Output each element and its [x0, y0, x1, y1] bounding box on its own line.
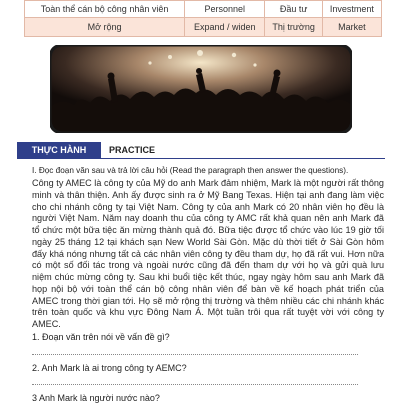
table-row — [25, 18, 382, 37]
table-cell: Đầu tư — [265, 1, 322, 18]
table-cell: Market — [322, 18, 381, 37]
question-3: 3 Anh Mark là người nước nào? — [32, 393, 160, 403]
table-cell: Personnel — [185, 1, 265, 18]
table-cell: Thị trường — [265, 18, 322, 37]
section-title: PRACTICE — [109, 145, 156, 155]
table-cell: Toàn thể cán bộ công nhân viên — [25, 1, 185, 18]
concert-crowd-illustration — [50, 45, 352, 133]
table-row — [25, 1, 382, 18]
vocabulary-table — [24, 0, 382, 37]
section-header — [17, 142, 385, 159]
exercise-instruction: I. Đọc đoạn văn sau và trả lời câu hỏi (Read the paragraph then answer the questions). — [32, 166, 349, 175]
section-tag: THỰC HÀNH — [17, 142, 101, 158]
table-cell: Expand / widen — [185, 18, 265, 37]
answer-line-1[interactable] — [32, 354, 358, 355]
reading-passage: Công ty AMEC là công ty của Mỹ do anh Mark đảm nhiệm, Mark là một người rất thông minh và thân thiện. Anh ấy được sinh ra ở Mỹ Bang Texas. Hiện tại anh đang làm việc cho chi nhánh công ty tại Việt Nam. Công ty của anh Mark có 20 nhân viên họ đều là người Việt Nam. Năm nay doanh thu của công ty AMC rất khả quan nên anh Mark đã tổ chức một bữa tiệc ăn mừng thành quả đó. Bữa tiệc được tổ chức vào lúc 19 giờ tối ngày 25 tháng 12 tại khách sạn New World Sài Gòn. Mặc dù thời tiết ở Sài Gòn hôm đấy khá nóng nhưng tất cả các nhân viên công ty đều tham dự, họ đã rất vui. Hơn nữa có một số đối tác trong và ngoài nước cũng đã đến tham dự với họ và gửi quà lưu niệm chúc mừng công ty. Sau khi buổi tiệc kết thúc, ngay ngày hôm sau anh Mark đã họp nội bộ với toàn thể cán bộ công nhân viên để bàn về kế hoạch phát triển của AMEC trong thời gian tới. Họ sẽ mở rộng thị trường và thêm nhiều các chi nhánh khác trên toàn quốc và khu vực Đông Nam Á. Một tuần trôi qua rất tuyệt vời với công ty AMEC. — [32, 178, 384, 329]
question-2: 2. Anh Mark là ai trong công ty AEMC? — [32, 363, 187, 373]
party-crowd-image — [50, 45, 352, 133]
answer-line-2[interactable] — [32, 384, 358, 385]
table-cell: Mở rộng — [25, 18, 185, 37]
table-cell: Investment — [322, 1, 381, 18]
question-1: 1. Đoạn văn trên nói về vấn đề gì? — [32, 332, 170, 342]
